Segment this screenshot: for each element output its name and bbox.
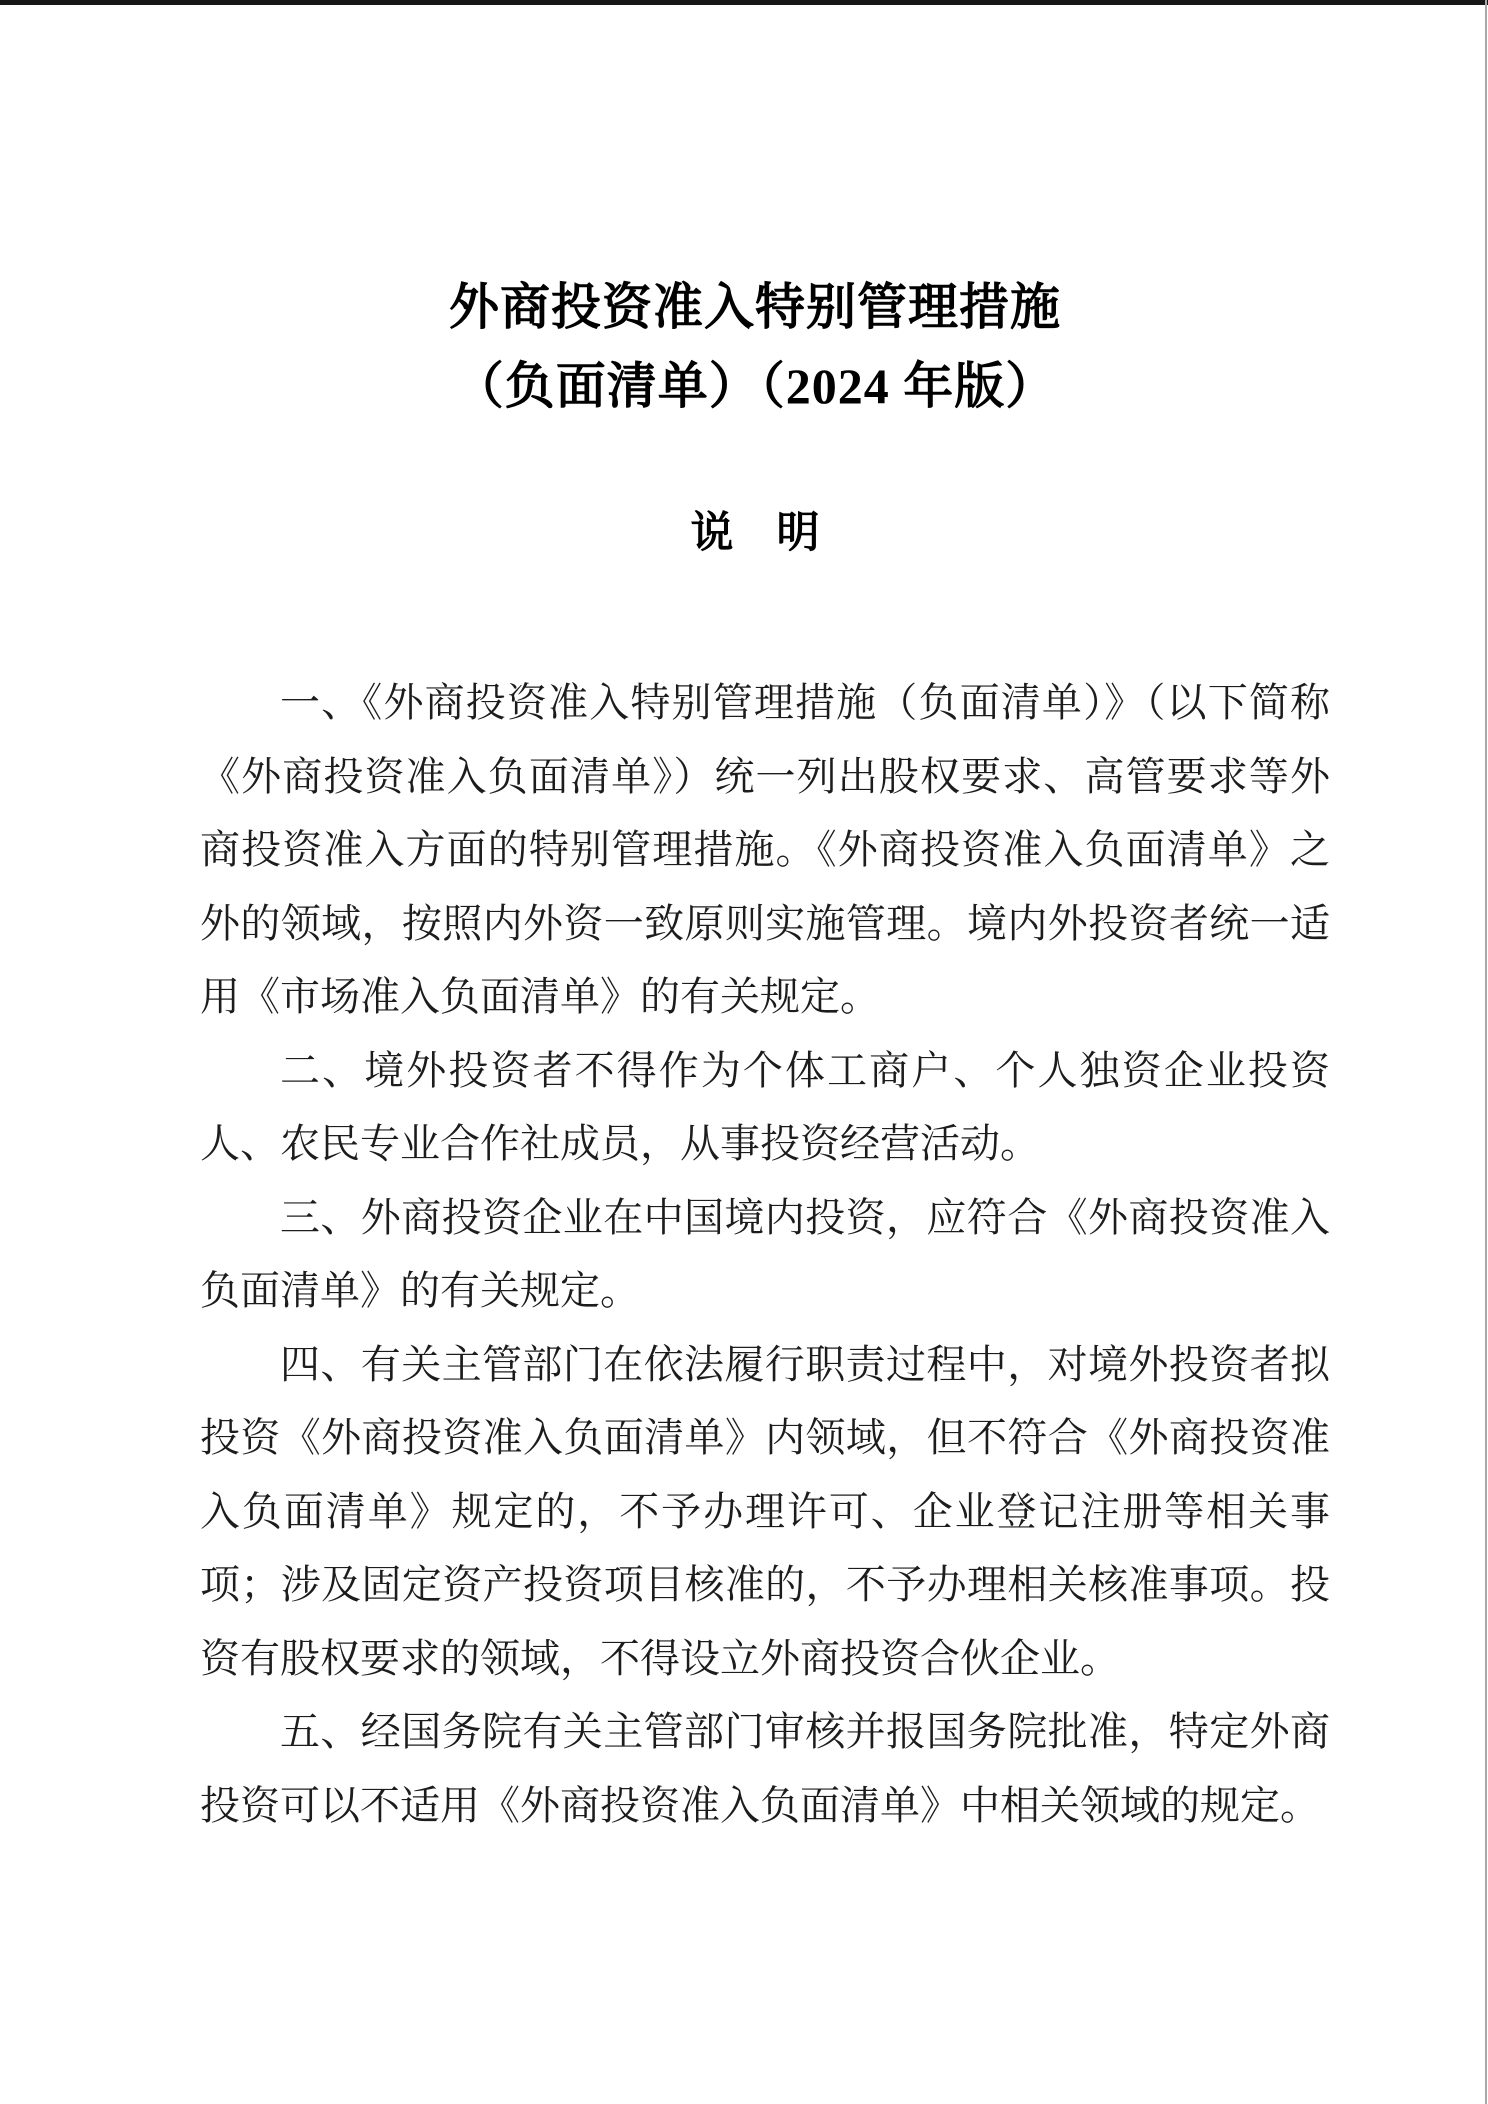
document-body <box>200 666 1330 1842</box>
paragraph-2: 二、境外投资者不得作为个体工商户、个人独资企业投资人、农民专业合作社成员，从事投资经营活动。 <box>200 1047 1330 1166</box>
paragraph-4: 四、有关主管部门在依法履行职责过程中，对境外投资者拟投资《外商投资准入负面清单》内领域，但不符合《外商投资准入负面清单》规定的，不予办理许可、企业登记注册等相关事项；涉及固定资产投资项目核准的，不予办理相关核准事项。投资有股权要求的领域，不得设立外商投资合伙企业。 <box>200 1341 1330 1681</box>
right-scan-edge-line <box>1485 0 1487 2104</box>
section-heading: 说 明 <box>690 510 820 557</box>
document-title-line2: （负面清单）（2024 年版） <box>453 358 1057 414</box>
paragraph-1: 一、《外商投资准入特别管理措施（负面清单）》（以下简称《外商投资准入负面清单》）统一列出股权要求、高管要求等外商投资准入方面的特别管理措施。《外商投资准入负面清单》之外的领域，按照内外资一致原则实施管理。境内外投资者统一适用《市场准入负面清单》的有关规定。 <box>200 680 1330 1019</box>
document-content <box>200 0 1330 1842</box>
paragraph-3: 三、外商投资企业在中国境内投资，应符合《外商投资准入负面清单》的有关规定。 <box>200 1194 1330 1313</box>
document-title <box>180 268 1330 426</box>
paragraph-5: 五、经国务院有关主管部门审核并报国务院批准，特定外商投资可以不适用《外商投资准入负面清单》中相关领域的规定。 <box>200 1709 1330 1828</box>
document-title-line1: 外商投资准入特别管理措施 <box>449 279 1061 335</box>
